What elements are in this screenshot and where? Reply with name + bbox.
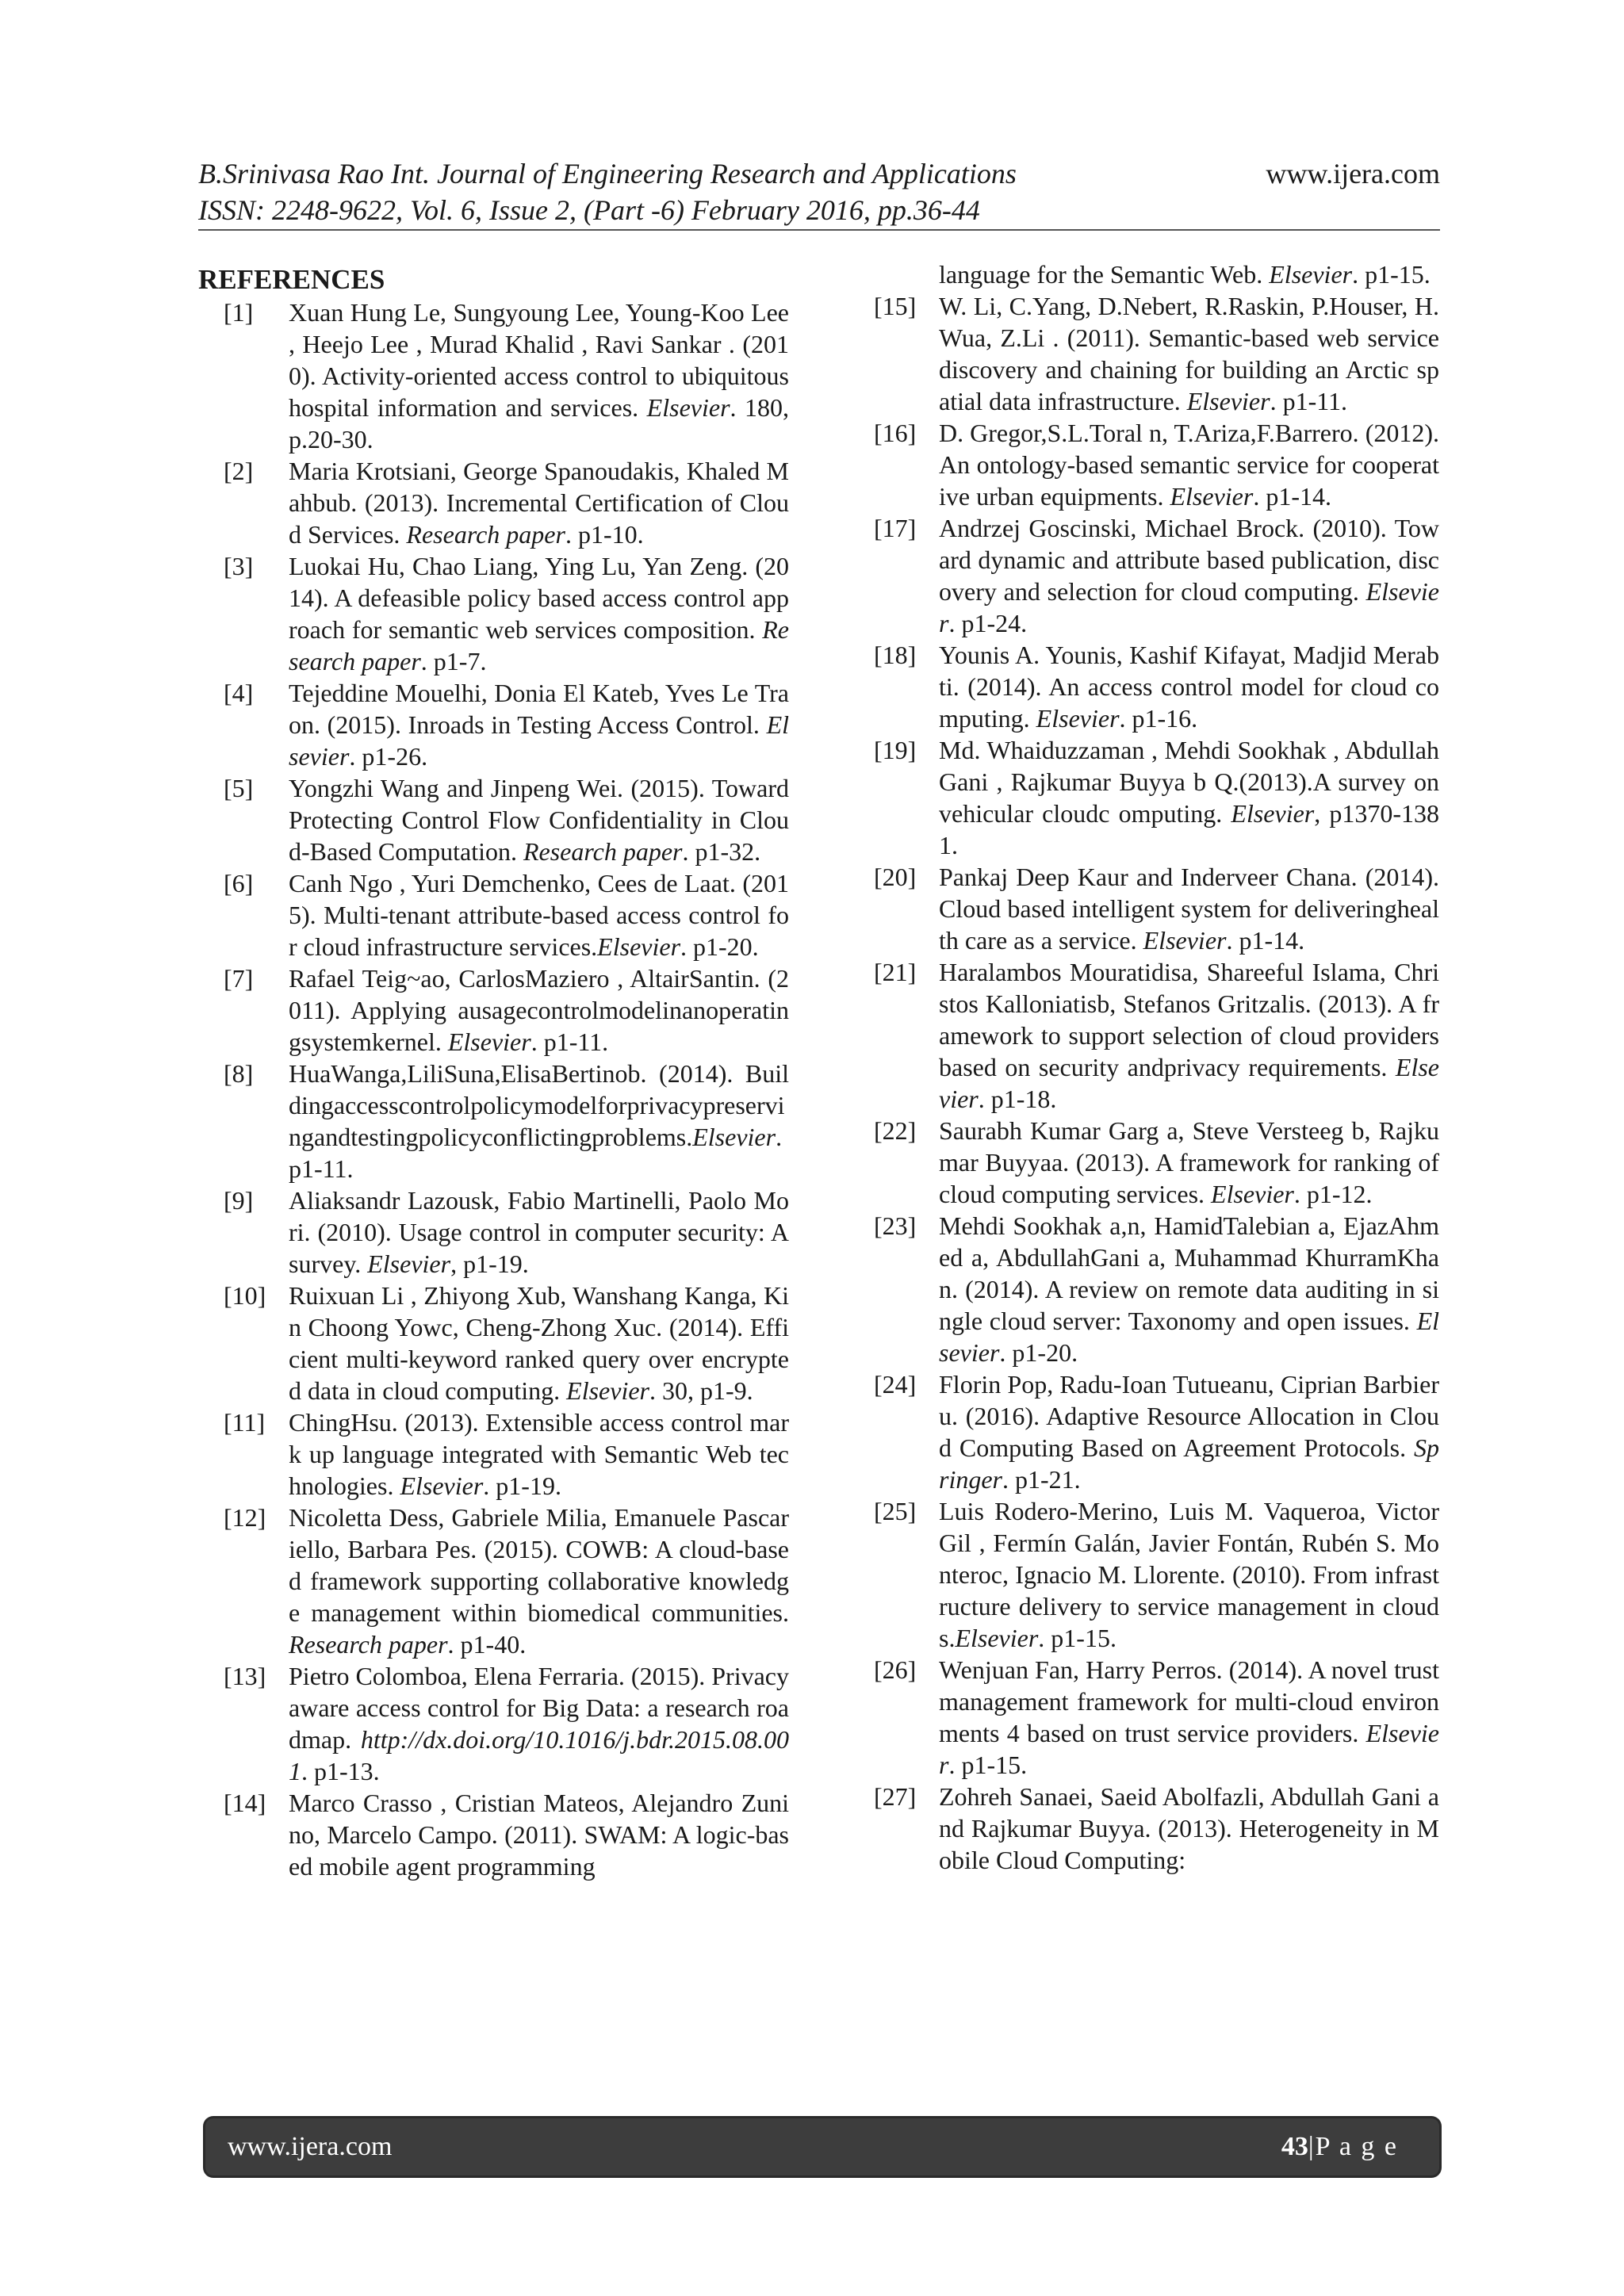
reference-item (848, 290, 1439, 417)
reference-number: [27] (874, 1782, 917, 1811)
reference-venue: Research paper (523, 837, 683, 866)
reference-number: [3] (224, 552, 254, 580)
reference-number: [12] (224, 1503, 266, 1532)
reference-number: [20] (874, 863, 917, 891)
reference-number: [25] (874, 1497, 917, 1525)
reference-text: Canh Ngo , Yuri Demchenko, Cees de Laat. (2015). Multi-tenant attribute-based access control for cloud infrastructure services.Elsevier. p1-20. (289, 869, 789, 961)
reference-number: [24] (874, 1370, 917, 1399)
reference-venue: http://dx.doi.org/10.1016/j.bdr.2015.08.001 (289, 1725, 789, 1785)
reference-list-left (198, 297, 789, 1882)
reference-number: [6] (224, 869, 254, 897)
reference-item (198, 550, 789, 677)
reference-number: [26] (874, 1655, 917, 1684)
reference-venue: Elsevier (1211, 1180, 1294, 1208)
reference-number: [2] (224, 457, 254, 485)
reference-venue: Elsevier (1231, 799, 1315, 828)
reference-text: Luis Rodero-Merino, Luis M. Vaqueroa, Victor Gil , Fermín Galán, Javier Fontán, Rubén S. Monteroc, Ignacio M. Llorente. (2010). From infrastructure delivery to service management in clouds.Elsevier. p1-15. (939, 1497, 1439, 1652)
references-heading: REFERENCES (198, 264, 385, 295)
reference-text: Luokai Hu, Chao Liang, Ying Lu, Yan Zeng. (2014). A defeasible policy based access control approach for semantic web services composition. Research paper. p1-7. (289, 552, 789, 675)
header-divider (198, 229, 1440, 231)
reference-venue: Springer (939, 1433, 1439, 1494)
reference-venue: Elsevier (289, 710, 789, 771)
reference-number: [13] (224, 1662, 266, 1690)
reference-text: Md. Whaiduzzaman , Mehdi Sookhak , AbdullahGani , Rajkumar Buyya b Q.(2013).A survey on vehicular cloudc omputing. Elsevier, p1370-1381. (939, 736, 1440, 859)
page-number (1281, 2132, 1398, 2162)
reference-number: [10] (224, 1281, 266, 1310)
reference-text: Andrzej Goscinski, Michael Brock. (2010). Toward dynamic and attribute based publication, discovery and selection for cloud computing. Elsevier. p1-24. (939, 514, 1439, 637)
reference-item (848, 1781, 1439, 1876)
reference-venue: Research paper (289, 615, 789, 675)
reference-number: [9] (224, 1186, 254, 1215)
footer-website[interactable]: www.ijera.com (228, 2132, 393, 2161)
journal-title: B.Srinivasa Rao Int. Journal of Engineering Research and Applications (198, 158, 1017, 189)
reference-venue: Elsevier (566, 1376, 649, 1405)
reference-item (198, 1280, 789, 1406)
reference-number: [5] (224, 774, 254, 802)
reference-text: Pietro Colomboa, Elena Ferraria. (2015). Privacy aware access control for Big Data: a research roadmap. http://dx.doi.org/10.1016/j.bdr.2015.08.001. p1-13. (289, 1662, 789, 1785)
reference-venue: Elsevier (1143, 926, 1227, 955)
reference-list-right (848, 290, 1439, 1876)
reference-text: Tejeddine Mouelhi, Donia El Kateb, Yves Le Traon. (2015). Inroads in Testing Access Control. Elsevier. p1-26. (289, 679, 789, 771)
journal-website[interactable]: www.ijera.com (1266, 158, 1440, 189)
reference-number: [17] (874, 514, 917, 542)
reference-number: [14] (224, 1789, 266, 1817)
reference-venue: Elsevier (939, 1719, 1439, 1779)
reference-continuation (848, 258, 1439, 290)
reference-item (848, 1368, 1439, 1495)
reference-item (198, 962, 789, 1058)
reference-item (198, 1660, 789, 1787)
reference-text: Younis A. Younis, Kashif Kifayat, Madjid Merabti. (2014). An access control model for cloud computing. Elsevier. p1-16. (939, 641, 1439, 733)
reference-item (198, 1406, 789, 1502)
reference-text: Rafael Teig~ao, CarlosMaziero , AltairSantin. (2011). Applying ausagecontrolmodelinanoperatingsystemkernel. Elsevier. p1-11. (289, 964, 789, 1056)
issn-line: ISSN: 2248-9622, Vol. 6, Issue 2, (Part -6) February 2016, pp.36-44 (198, 194, 980, 226)
reference-number: [23] (874, 1211, 917, 1240)
right-column (848, 258, 1439, 1876)
reference-text: Aliaksandr Lazousk, Fabio Martinelli, Paolo Mori. (2010). Usage control in computer security: A survey. Elsevier, p1-19. (289, 1186, 789, 1278)
reference-number: [15] (874, 292, 917, 320)
reference-venue: Elsevier (1186, 387, 1270, 415)
reference-venue: Elsevier (597, 932, 681, 961)
reference-number: [22] (874, 1116, 917, 1145)
reference-number: [16] (874, 419, 917, 447)
reference-item (848, 512, 1439, 639)
reference-venue: Elsevier (447, 1027, 531, 1056)
reference-item (198, 1058, 789, 1184)
reference-item (198, 772, 789, 867)
reference-text: Florin Pop, Radu-Ioan Tutueanu, Ciprian Barbieru. (2016). Adaptive Resource Allocation in Cloud Computing Based on Agreement Protocols. Springer. p1-21. (939, 1370, 1439, 1494)
page-label: |P a g e (1308, 2132, 1398, 2161)
page-footer (205, 2118, 1439, 2175)
reference-item (848, 1115, 1439, 1210)
reference-text: Mehdi Sookhak a,n, HamidTalebian a, EjazAhmed a, AbdullahGani a, Muhammad KhurramKhan. (2014). A review on remote data auditing in single cloud server: Taxonomy and open issues. Elsevier. p1-20. (939, 1211, 1439, 1367)
reference-number: [7] (224, 964, 254, 993)
reference-item (848, 734, 1439, 861)
reference-number: [21] (874, 958, 917, 986)
reference-venue: Elsevier (955, 1624, 1039, 1652)
reference-text: Haralambos Mouratidisa, Shareeful Islama, Christos Kalloniatisb, Stefanos Gritzalis. (2013). A framework to support selection of cloud providers based on security andprivacy requirements. Elsevier. p1-18. (939, 958, 1439, 1113)
reference-text: Zohreh Sanaei, Saeid Abolfazli, Abdullah Gani and Rajkumar Buyya. (2013). Heterogeneity in Mobile Cloud Computing: (939, 1782, 1439, 1874)
reference-number: [8] (224, 1059, 254, 1088)
reference-text: Ruixuan Li , Zhiyong Xub, Wanshang Kanga, Kin Choong Yowc, Cheng-Zhong Xuc. (2014). Efficient multi-keyword ranked query over encrypted data in cloud computing. Elsevier. 30, p1-9. (289, 1281, 789, 1405)
reference-text: D. Gregor,S.L.Toral n, T.Ariza,F.Barrero. (2012). An ontology-based semantic service for cooperative urban equipments. Elsevier. p1-14. (939, 419, 1439, 511)
reference-continuation-text: language for the Semantic Web. Elsevier. p1-15. (939, 260, 1431, 289)
reference-item (198, 677, 789, 772)
reference-venue: Elsevier (939, 577, 1439, 637)
reference-item (848, 639, 1439, 734)
reference-venue: Elsevier (646, 393, 730, 422)
reference-text: Wenjuan Fan, Harry Perros. (2014). A novel trust management framework for multi-cloud environments 4 based on trust service providers. Elsevier. p1-15. (939, 1655, 1439, 1779)
reference-item (198, 1502, 789, 1660)
page-number-value: 43 (1281, 2132, 1308, 2161)
reference-item (848, 1654, 1439, 1781)
reference-venue: Elsevier (692, 1123, 776, 1151)
reference-item (848, 1210, 1439, 1368)
reference-text: Yongzhi Wang and Jinpeng Wei. (2015). Toward Protecting Control Flow Confidentiality in Cloud-Based Computation. Research paper. p1-32. (289, 774, 789, 866)
reference-venue: Elsevier (367, 1249, 451, 1278)
reference-number: [4] (224, 679, 254, 707)
running-header (198, 155, 1440, 228)
reference-item (848, 1495, 1439, 1654)
reference-item (198, 455, 789, 550)
reference-text: HuaWanga,LiliSuna,ElisaBertinob. (2014). Buildingaccesscontrolpolicymodelforprivacypreservingandtestingpolicyconflictingproblems.Elsevier. p1-11. (289, 1059, 789, 1183)
reference-venue: Research paper (406, 520, 565, 549)
reference-item (848, 417, 1439, 512)
reference-text: Saurabh Kumar Garg a, Steve Versteeg b, Rajkumar Buyyaa. (2013). A framework for ranking of cloud computing services. Elsevier. p1-12. (939, 1116, 1439, 1208)
reference-number: [11] (224, 1408, 266, 1437)
reference-number: [18] (874, 641, 917, 669)
reference-venue: Elsevier (1170, 482, 1254, 511)
left-column (198, 258, 789, 1882)
reference-venue: Elsevier (939, 1307, 1439, 1367)
reference-item (198, 1184, 789, 1280)
reference-venue: Elsevier (1036, 704, 1120, 733)
reference-text: W. Li, C.Yang, D.Nebert, R.Raskin, P.Houser, H.Wua, Z.Li . (2011). Semantic-based web service discovery and chaining for building an Arctic spatial data infrastructure. Elsevier. p1-11. (939, 292, 1439, 415)
reference-number: [19] (874, 736, 917, 764)
reference-text: Maria Krotsiani, George Spanoudakis, Khaled Mahbub. (2013). Incremental Certification of Cloud Services. Research paper. p1-10. (289, 457, 789, 549)
reference-item (198, 297, 789, 455)
reference-item (848, 956, 1439, 1115)
reference-venue: Elsevier (939, 1053, 1439, 1113)
reference-item (198, 867, 789, 962)
reference-text: Xuan Hung Le, Sungyoung Lee, Young-Koo Lee , Heejo Lee , Murad Khalid , Ravi Sankar . (2010). Activity-oriented access control to ubiquitous hospital information and services. Elsevier. 180, p.20-30. (289, 298, 790, 453)
reference-number: [1] (224, 298, 254, 327)
reference-venue: Elsevier (400, 1471, 484, 1500)
reference-text: ChingHsu. (2013). Extensible access control mark up language integrated with Semantic Web technologies. Elsevier. p1-19. (289, 1408, 789, 1500)
reference-item (848, 861, 1439, 956)
reference-venue: Research paper (289, 1630, 448, 1659)
reference-text: Marco Crasso , Cristian Mateos, Alejandro Zunino, Marcelo Campo. (2011). SWAM: A logic-based mobile agent programming (289, 1789, 789, 1881)
reference-item (198, 1787, 789, 1882)
reference-venue: Elsevier (1269, 260, 1353, 289)
reference-text: Pankaj Deep Kaur and Inderveer Chana. (2014). Cloud based intelligent system for deliveringhealth care as a service. Elsevier. p1-14. (939, 863, 1439, 955)
reference-text: Nicoletta Dess, Gabriele Milia, Emanuele Pascariello, Barbara Pes. (2015). COWB: A cloud-based framework supporting collaborative knowledge management within biomedical communities. Research paper. p1-40. (289, 1503, 789, 1659)
